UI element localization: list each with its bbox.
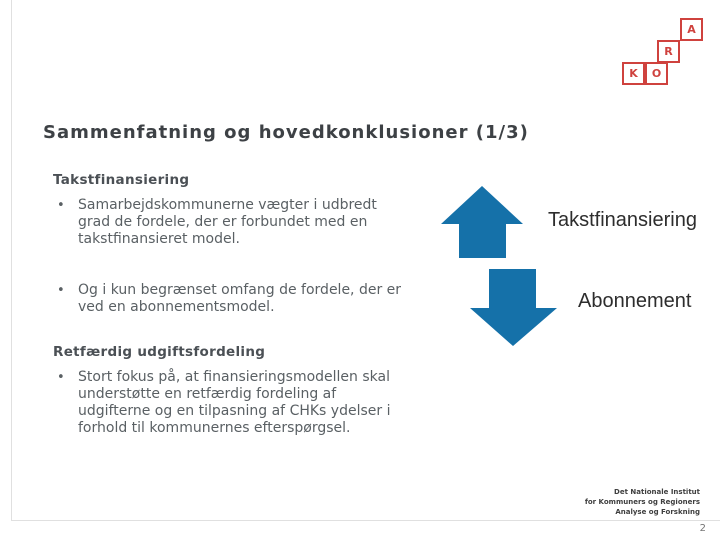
bullet-text-line: forhold til kommunernes efterspørgsel. (78, 420, 351, 436)
bullet-item (57, 369, 430, 437)
up-arrow-label: Takstfinansiering (548, 209, 697, 231)
logo-letter: A (687, 23, 696, 36)
logo-letter: K (629, 67, 638, 80)
institute-line: Det Nationale Institut (614, 488, 700, 496)
institute-line: Analyse og Forskning (615, 508, 700, 516)
bullet-marker: • (57, 370, 65, 385)
slide-title: Sammenfatning og hovedkonklusioner (1/3) (43, 122, 529, 143)
down-arrow-label: Abonnement (578, 290, 692, 312)
bottom-border-line (11, 520, 720, 521)
logo-letter-box-k (622, 62, 645, 85)
page-number: 2 (699, 523, 706, 534)
logo-letter-box-r (657, 40, 680, 63)
bullet-marker: • (57, 283, 65, 298)
institute-name-block (585, 487, 700, 517)
bullet-text-line: understøtte en retfærdig fordeling af (78, 386, 337, 402)
bullet-text-line: ved en abonnementsmodel. (78, 299, 275, 315)
bullet-text (78, 369, 430, 437)
section-heading-takstfinansiering: Takstfinansiering (53, 172, 190, 188)
bullet-item (57, 197, 430, 248)
bullet-text-line: Og i kun begrænset omfang de fordele, der er (78, 282, 402, 298)
bullet-text-line: Samarbejdskommunerne vægter i udbredt (78, 197, 377, 213)
bullet-text-line: udgifterne og en tilpasning af CHKs ydelser i (78, 403, 391, 419)
institute-line: for Kommuners og Regioners (584, 498, 700, 506)
arrow-down-icon (470, 269, 557, 346)
bullet-text-line: takstfinansieret model. (78, 231, 240, 247)
arrow-up-icon (441, 186, 523, 258)
arrows-diagram (440, 180, 710, 350)
logo-letter-box-a (680, 18, 703, 41)
logo-letter-box-o (645, 62, 668, 85)
bullet-text (78, 197, 430, 248)
section-heading-retfaerdig-udgiftsfordeling: Retfærdig udgiftsfordeling (53, 344, 266, 360)
bullet-text-line: Stort fokus på, at finansieringsmodellen skal (78, 369, 390, 385)
logo-letter: O (651, 67, 662, 80)
bullet-item (57, 282, 430, 316)
left-border-line (11, 0, 12, 520)
bullet-text (78, 282, 430, 316)
bullet-marker: • (57, 198, 65, 213)
logo-letter: R (664, 45, 673, 58)
bullet-text-line: grad de fordele, der er forbundet med en (78, 214, 368, 230)
